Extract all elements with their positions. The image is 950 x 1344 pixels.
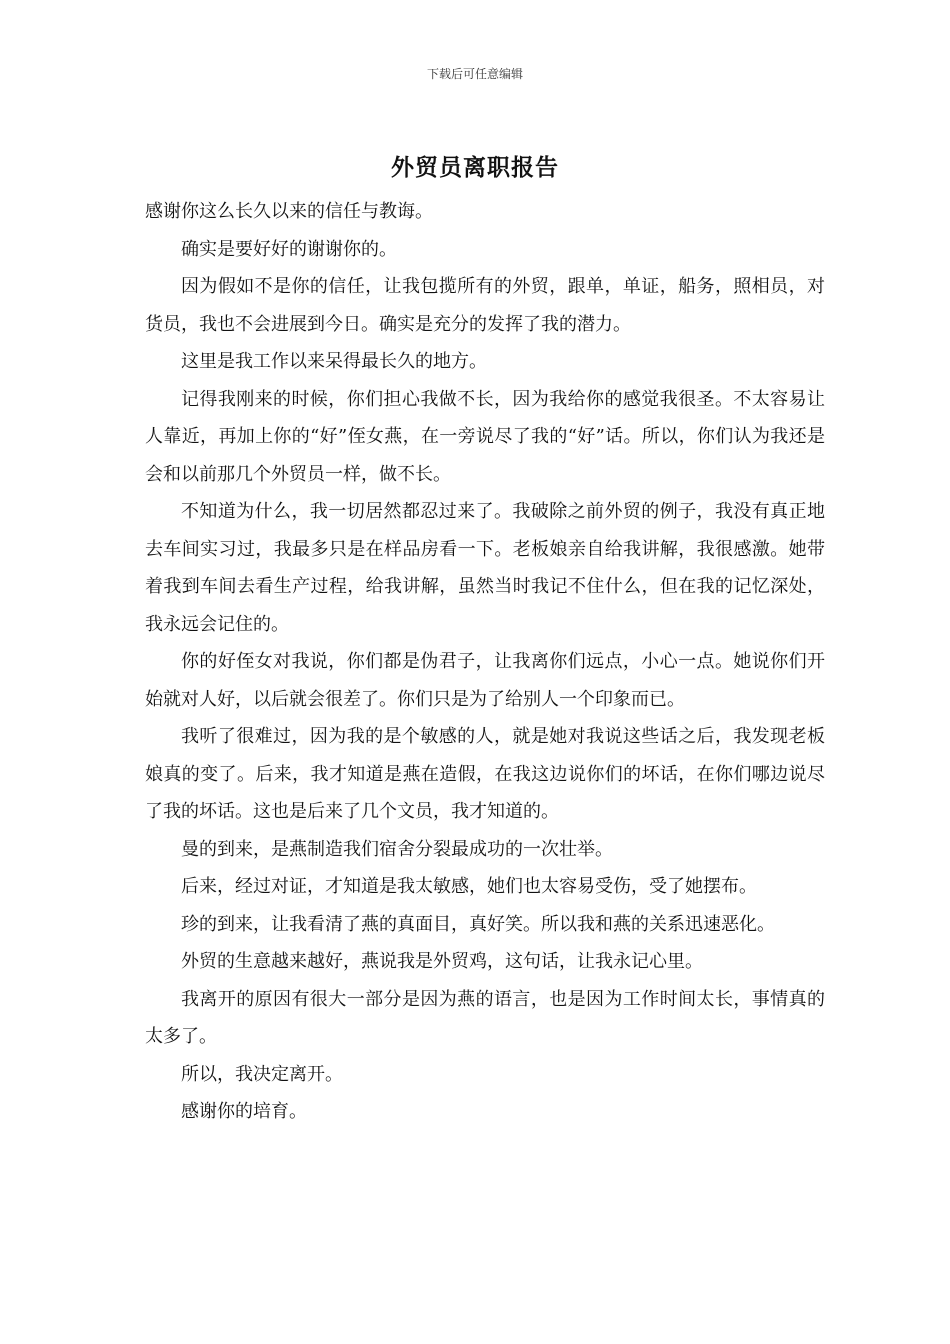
paragraph: 感谢你这么长久以来的信任与教诲。 bbox=[145, 201, 433, 222]
paragraph: 记得我刚来的时候，你们担心我做不长，因为我给你的感觉我很圣。不太容易让人靠近，再加上你的“好”侄女燕，在一旁说尽了我的“好”话。所以，你们认为我还是会和以前那几个外贸员一样，做不长。 bbox=[145, 388, 825, 485]
document-body bbox=[145, 193, 825, 1131]
paragraph: 你的好侄女对我说，你们都是伪君子，让我离你们远点，小心一点。她说你们开始就对人好，以后就会很差了。你们只是为了给别人一个印象而已。 bbox=[145, 651, 825, 710]
paragraph: 不知道为什么，我一切居然都忍过来了。我破除之前外贸的例子，我没有真正地去车间实习过，我最多只是在样品房看一下。老板娘亲自给我讲解，我很感激。她带着我到车间去看生产过程，给我讲解，虽然当时我记不住什么，但在我的记忆深处，我永远会记住的。 bbox=[145, 501, 825, 635]
paragraph: 我听了很难过，因为我的是个敏感的人，就是她对我说这些话之后，我发现老板娘真的变了。后来，我才知道是燕在造假，在我这边说你们的坏话，在你们哪边说尽了我的坏话。这也是后来了几个文员，我才知道的。 bbox=[145, 726, 825, 822]
page-header: 下载后可任意编辑 bbox=[426, 67, 523, 81]
paragraph: 所以，我决定离开。 bbox=[181, 1063, 343, 1085]
paragraph: 感谢你的培育。 bbox=[181, 1101, 307, 1122]
paragraph: 这里是我工作以来呆得最长久的地方。 bbox=[181, 351, 487, 372]
paragraph: 确实是要好好的谢谢你的。 bbox=[181, 238, 397, 260]
paragraph: 珍的到来，让我看清了燕的真面目，真好笑。所以我和燕的关系迅速恶化。 bbox=[181, 913, 775, 935]
paragraph: 外贸的生意越来越好，燕说我是外贸鸡，这句话，让我永记心里。 bbox=[181, 951, 703, 972]
document-title: 外贸员离职报告 bbox=[391, 154, 559, 181]
paragraph: 因为假如不是你的信任，让我包揽所有的外贸，跟单，单证，船务，照相员，对货员，我也不会进展到今日。确实是充分的发挥了我的潜力。 bbox=[145, 276, 825, 335]
paragraph: 后来，经过对证，才知道是我太敏感，她们也太容易受伤，受了她摆布。 bbox=[181, 876, 757, 897]
paragraph: 我离开的原因有很大一部分是因为燕的语言，也是因为工作时间太长，事情真的太多了。 bbox=[145, 988, 825, 1047]
paragraph: 曼的到来，是燕制造我们宿舍分裂最成功的一次壮举。 bbox=[181, 838, 613, 860]
